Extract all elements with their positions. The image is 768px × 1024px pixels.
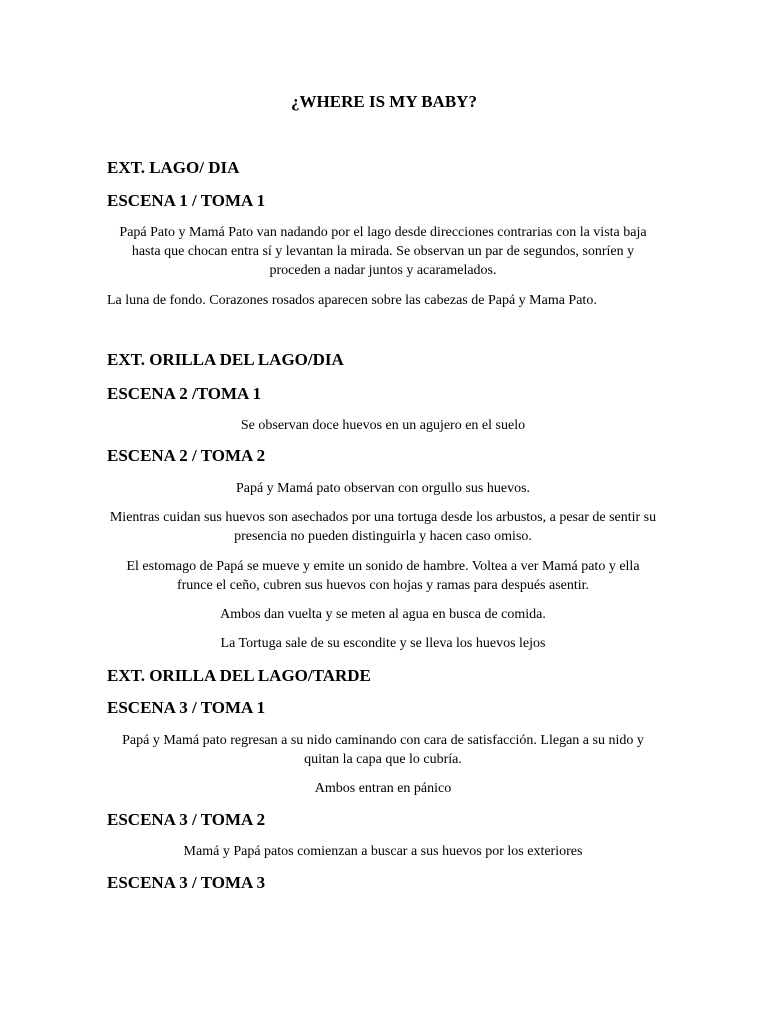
scene-shot-heading: ESCENA 1 / TOMA 1	[107, 191, 266, 210]
action-paragraph: El estomago de Papá se mueve y emite un sonido de hambre. Voltea a ver Mamá pato y ella frunce el ceño, cubren sus huevos con hojas y ramas para después asentir.	[126, 559, 640, 593]
action-paragraph: La luna de fondo. Corazones rosados aparecen sobre las cabezas de Papá y Mama Pato.	[107, 293, 597, 308]
scene-shot-heading: ESCENA 2 / TOMA 2	[107, 446, 266, 465]
action-paragraph: Ambos dan vuelta y se meten al agua en busca de comida.	[220, 607, 546, 622]
action-paragraph: Papá Pato y Mamá Pato van nadando por el lago desde direcciones contrarias con la vista baja hasta que chocan entra sí y levantan la mirada. Se observan un par de segundos, sonríen y proceden a nadar juntos y acaramelados.	[119, 225, 647, 278]
action-paragraph: Mamá y Papá patos comienzan a buscar a sus huevos por los exteriores	[183, 844, 583, 859]
document-title: ¿WHERE IS MY BABY?	[291, 92, 477, 111]
scene-shot-heading: ESCENA 2 /TOMA 1	[107, 384, 262, 403]
action-paragraph: Papá y Mamá pato regresan a su nido caminando con cara de satisfacción. Llegan a su nido y quitan la capa que lo cubría.	[122, 733, 644, 767]
scene-shot-heading: ESCENA 3 / TOMA 2	[107, 810, 266, 829]
scene-shot-heading: ESCENA 3 / TOMA 3	[107, 873, 266, 892]
action-paragraph: La Tortuga sale de su escondite y se lleva los huevos lejos	[220, 636, 546, 651]
scene-shot-heading: ESCENA 3 / TOMA 1	[107, 698, 266, 717]
action-paragraph: Se observan doce huevos en un agujero en el suelo	[240, 418, 526, 433]
action-paragraph: Papá y Mamá pato observan con orgullo sus huevos.	[235, 481, 531, 496]
action-paragraph: Mientras cuidan sus huevos son asechados por una tortuga desde los arbustos, a pesar de sentir su presencia no pueden distinguirla y hacen caso omiso.	[109, 510, 657, 544]
scene-location-heading: EXT. ORILLA DEL LAGO/DIA	[107, 350, 344, 369]
action-paragraph: Ambos entran en pánico	[314, 781, 452, 796]
scene-location-heading: EXT. ORILLA DEL LAGO/TARDE	[107, 666, 371, 685]
scene-location-heading: EXT. LAGO/ DIA	[107, 158, 240, 177]
